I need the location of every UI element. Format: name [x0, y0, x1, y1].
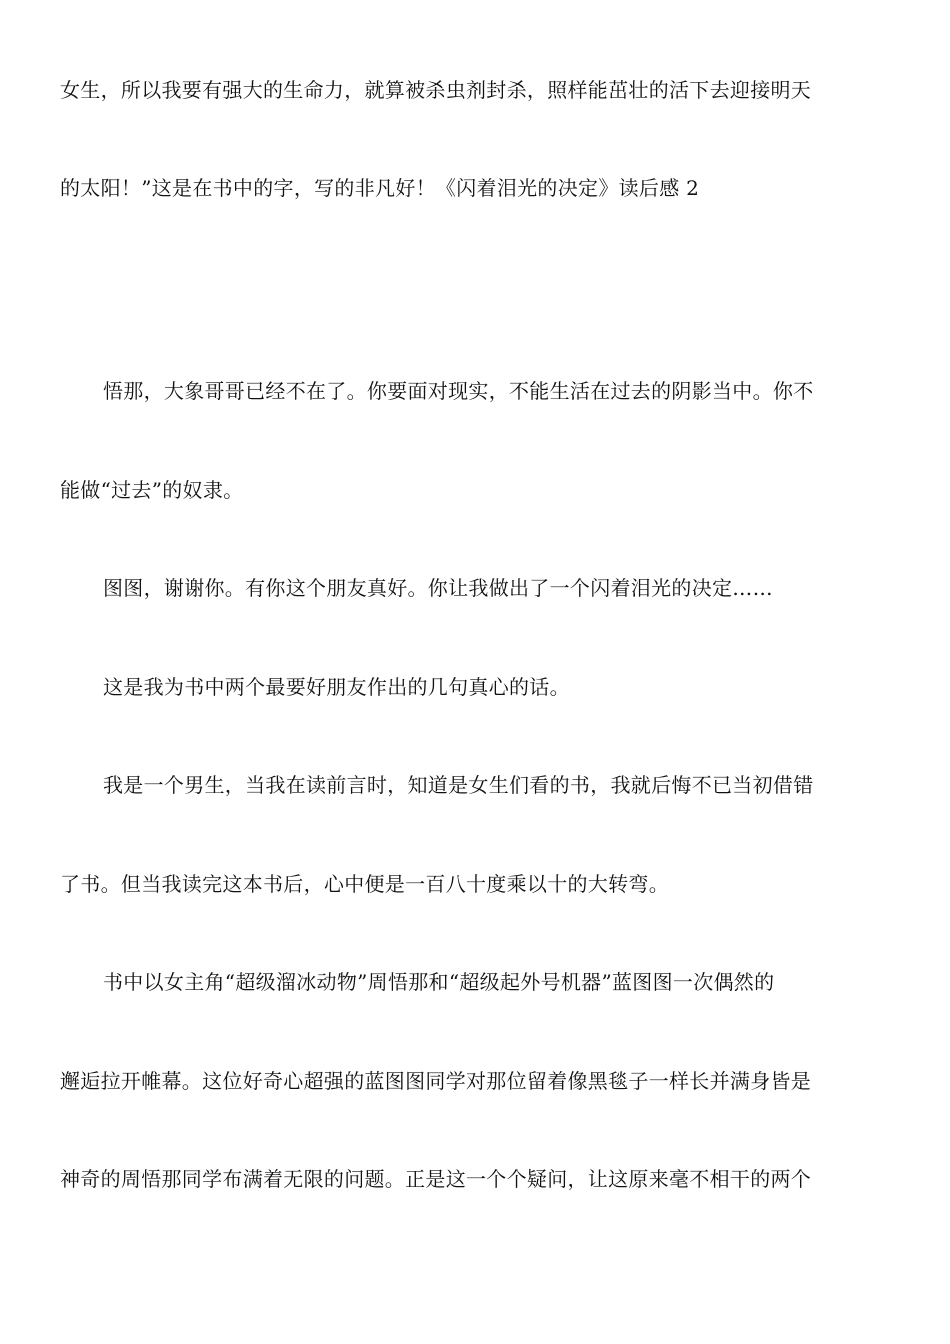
text-line: 女生，所以我要有强大的生命力，就算被杀虫剂封杀，照样能茁壮的活下去迎接明天	[60, 78, 812, 102]
text-line: 能做“过去”的奴隶。	[60, 478, 244, 502]
paragraph-line: 悟那，大象哥哥已经不在了。你要面对现实，不能生活在过去的阴影当中。你不	[103, 379, 814, 403]
text-line: 的太阳！”这是在书中的字，写的非凡好！《闪着泪光的决定》读后感 2	[60, 176, 700, 200]
paragraph-line: 书中以女主角“超级溜冰动物”周悟那和“超级起外号机器”蓝图图一次偶然的	[103, 970, 775, 994]
text-line: 邂逅拉开帷幕。这位好奇心超强的蓝图图同学对那位留着像黑毯子一样长并满身皆是	[60, 1069, 812, 1093]
paragraph-line: 我是一个男生，当我在读前言时，知道是女生们看的书，我就后悔不已当初借错	[103, 773, 814, 797]
text-line: 了书。但当我读完这本书后，心中便是一百八十度乘以十的大转弯。	[60, 872, 669, 896]
text-line: 神奇的周悟那同学布满着无限的问题。正是这一个个疑问，让这原来毫不相干的两个	[60, 1167, 812, 1191]
paragraph-line: 图图，谢谢你。有你这个朋友真好。你让我做出了一个闪着泪光的决定……	[103, 576, 773, 600]
paragraph-line: 这是我为书中两个最要好朋友作出的几句真心的话。	[103, 675, 570, 699]
